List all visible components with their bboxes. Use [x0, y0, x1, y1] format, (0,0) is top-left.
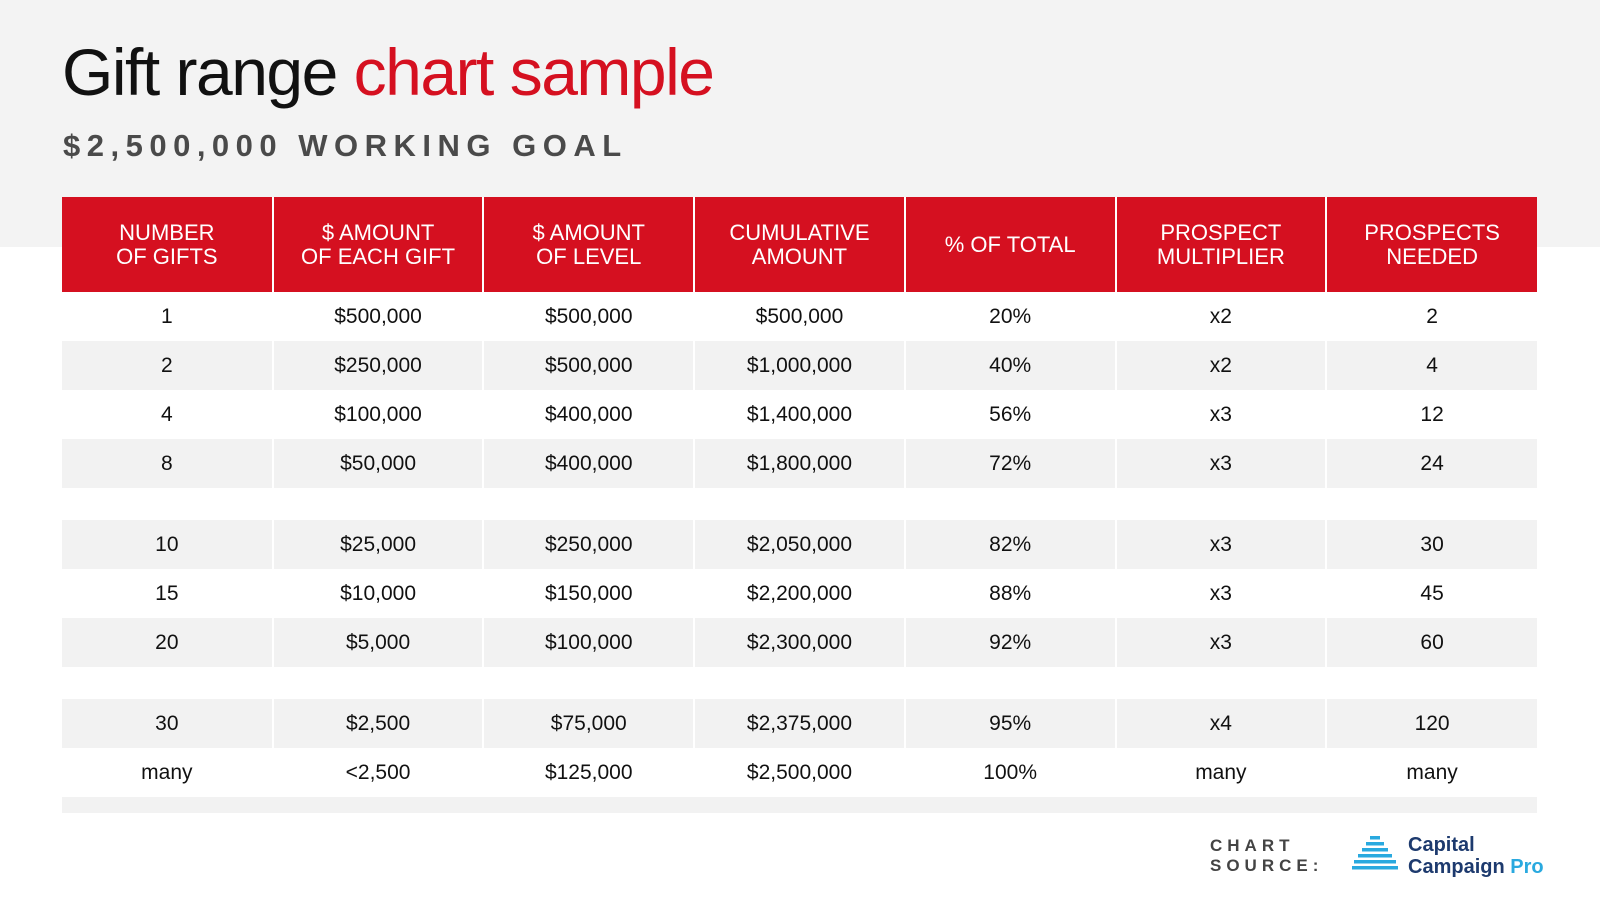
table-cell: $75,000: [483, 699, 694, 748]
table-cell: 15: [62, 569, 273, 618]
table-row: [62, 520, 1537, 569]
table-cell: 1: [62, 292, 273, 341]
table-cell: 2: [62, 341, 273, 390]
page-title: [62, 30, 713, 114]
table-cell: x3: [1116, 390, 1327, 439]
title-accent: chart sample: [353, 35, 714, 109]
table-cell: 4: [1326, 341, 1537, 390]
table-cell: $150,000: [483, 569, 694, 618]
column-header-3: [483, 197, 694, 292]
table-cell: $250,000: [483, 520, 694, 569]
column-header-1: [62, 197, 273, 292]
column-header-2: [273, 197, 484, 292]
column-header-text: % OF TOTAL: [944, 231, 1076, 257]
table-cell: x3: [1116, 569, 1327, 618]
table-cell: $100,000: [483, 618, 694, 667]
table-body: [62, 292, 1537, 797]
table-cell: $50,000: [273, 439, 484, 488]
table-cell: 72%: [905, 439, 1116, 488]
table-cell: $500,000: [483, 292, 694, 341]
table-cell: $400,000: [483, 390, 694, 439]
column-header-7: [1326, 197, 1537, 292]
table-row: [62, 618, 1537, 667]
table-cell: 8: [62, 439, 273, 488]
table-cell: $500,000: [694, 292, 905, 341]
table-cell: $500,000: [273, 292, 484, 341]
logo-wordmark: [1408, 834, 1544, 878]
table-cell: 56%: [905, 390, 1116, 439]
table-cell: 20%: [905, 292, 1116, 341]
column-header-text: OF GIFTS: [116, 243, 218, 269]
page-subtitle: $2,500,000 WORKING GOAL: [63, 128, 628, 163]
table-cell: $250,000: [273, 341, 484, 390]
table-cell: $500,000: [483, 341, 694, 390]
table-cell: x4: [1116, 699, 1327, 748]
table-row: [62, 748, 1537, 797]
table-cell: $100,000: [273, 390, 484, 439]
table-cell: $2,050,000: [694, 520, 905, 569]
table-cell: $1,400,000: [694, 390, 905, 439]
table-cell: $2,200,000: [694, 569, 905, 618]
table-cell: 12: [1326, 390, 1537, 439]
table-cell: x2: [1116, 292, 1327, 341]
table-cell: x2: [1116, 341, 1327, 390]
table-cell: 40%: [905, 341, 1116, 390]
table-cell: x3: [1116, 520, 1327, 569]
table-cell: 82%: [905, 520, 1116, 569]
capital-campaign-pro-logo: [1352, 834, 1542, 882]
group-spacer-row: [62, 488, 1537, 520]
table-row: [62, 569, 1537, 618]
source-line-2: SOURCE:: [1210, 856, 1324, 875]
table-cell: many: [1326, 748, 1537, 797]
logo-name-pro: Pro: [1510, 856, 1544, 878]
column-header-6: [1116, 197, 1327, 292]
table-cell: many: [62, 748, 273, 797]
table-cell: 2: [1326, 292, 1537, 341]
column-header-text: PROSPECT: [1160, 219, 1282, 245]
column-header-text: CUMULATIVE: [729, 219, 870, 245]
table-row: [62, 699, 1537, 748]
table-cell: $10,000: [273, 569, 484, 618]
table-cell: 10: [62, 520, 273, 569]
column-header-text: NUMBER: [119, 219, 215, 245]
table-header-row: [62, 197, 1537, 292]
gift-range-table-container: [62, 197, 1537, 813]
table-cell: 92%: [905, 618, 1116, 667]
table-cell: 30: [1326, 520, 1537, 569]
column-header-text: OF LEVEL: [536, 243, 642, 269]
table-cell: $25,000: [273, 520, 484, 569]
table-cell: 45: [1326, 569, 1537, 618]
table-cell: 95%: [905, 699, 1116, 748]
logo-name-line-2: [1408, 856, 1544, 878]
stepped-pyramid-icon: [1352, 836, 1398, 872]
column-header-4: [694, 197, 905, 292]
column-header-text: $ AMOUNT: [532, 219, 645, 245]
table-cell: $400,000: [483, 439, 694, 488]
table-cell: $1,000,000: [694, 341, 905, 390]
table-cell: $2,300,000: [694, 618, 905, 667]
column-header-5: [905, 197, 1116, 292]
table-row: [62, 439, 1537, 488]
table-cell: 100%: [905, 748, 1116, 797]
table-cell: 24: [1326, 439, 1537, 488]
source-line-1: CHART: [1210, 836, 1295, 855]
logo-name-line-1: Capital: [1408, 834, 1475, 856]
spacer-cell: [62, 488, 1537, 520]
column-header-text: NEEDED: [1386, 243, 1478, 269]
table-cell: $125,000: [483, 748, 694, 797]
table-cell: $2,500: [273, 699, 484, 748]
table-cell: $1,800,000: [694, 439, 905, 488]
column-header-text: PROSPECTS: [1364, 219, 1500, 245]
gift-range-table: [62, 197, 1537, 797]
table-row: [62, 341, 1537, 390]
table-cell: 30: [62, 699, 273, 748]
table-row: [62, 292, 1537, 341]
logo-name-campaign: Campaign: [1408, 856, 1505, 878]
column-header-text: $ AMOUNT: [321, 219, 435, 245]
group-spacer-row: [62, 667, 1537, 699]
column-header-text: AMOUNT: [751, 243, 848, 269]
column-header-text: OF EACH GIFT: [301, 243, 456, 269]
table-cell: 88%: [905, 569, 1116, 618]
table-cell: 60: [1326, 618, 1537, 667]
table-cell: x3: [1116, 439, 1327, 488]
title-main: Gift range: [62, 35, 354, 109]
table-cell: <2,500: [273, 748, 484, 797]
table-row: [62, 390, 1537, 439]
table-cell: 120: [1326, 699, 1537, 748]
table-cell: 20: [62, 618, 273, 667]
table-cell: many: [1116, 748, 1327, 797]
column-header-text: MULTIPLIER: [1156, 243, 1285, 269]
table-cell: x3: [1116, 618, 1327, 667]
table-cell: 4: [62, 390, 273, 439]
chart-source-label: [1210, 836, 1335, 876]
spacer-cell: [62, 667, 1537, 699]
table-cell: $2,375,000: [694, 699, 905, 748]
table-cell: $5,000: [273, 618, 484, 667]
table-cell: $2,500,000: [694, 748, 905, 797]
